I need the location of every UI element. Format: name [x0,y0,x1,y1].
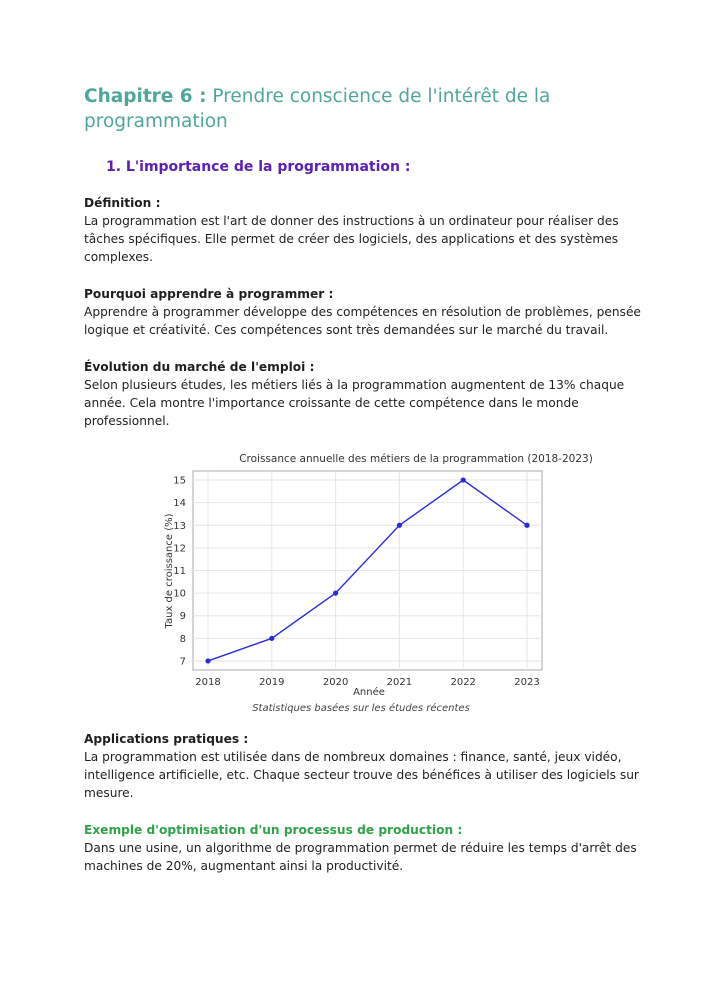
chart-title: Croissance annuelle des métiers de la programmation (2018-2023) [239,453,593,465]
example-text: Dans une usine, un algorithme de programmation permet de réduire les temps d'arrêt des machines de 20%, augmentant ainsi la productivité. [84,841,637,873]
y-tick-label: 11 [173,566,186,577]
x-axis-label: Année [353,687,385,698]
axis-ticks [173,476,539,688]
y-tick-label: 15 [173,475,186,487]
chart-svg [84,447,644,717]
data-point [397,523,402,528]
why-block [84,285,644,339]
y-tick-label: 10 [173,588,186,600]
x-tick-label: 2022 [450,677,476,688]
y-tick-label: 13 [173,520,186,532]
data-point [524,523,529,528]
example-label: Exemple d'optimisation d'un processus de production : [84,823,463,837]
grid [193,471,542,670]
market-text: Selon plusieurs études, les métiers liés à la programmation augmentent de 13% chaque année. Cela montre l'importance croissante de cette compétence dans le monde professionnel. [84,378,625,428]
definition-label: Définition : [84,196,161,210]
market-label: Évolution du marché de l'emploi : [84,360,315,374]
x-tick-label: 2019 [259,677,285,688]
applications-text: La programmation est utilisée dans de nombreux domaines : finance, santé, jeux vidéo, intelligence artificielle, etc. Chaque secteur trouve des bénéfices à utiliser des logiciels sur mesure. [84,750,639,800]
chart-caption: Statistiques basées sur les études récentes [252,703,470,714]
chapter-title-text: Prendre conscience de l'intérêt de la programmation [84,86,551,132]
growth-chart [84,447,644,717]
y-tick-label: 8 [179,633,186,645]
x-tick-label: 2021 [386,677,413,688]
definition-block [84,194,644,266]
y-tick-label: 7 [179,656,186,668]
data-point [333,591,338,596]
applications-block [84,730,644,802]
example-block [84,821,644,875]
x-tick-label: 2023 [514,677,540,688]
chapter-number: Chapitre 6 : [84,86,207,107]
y-tick-label: 12 [173,543,186,555]
data-point [269,636,274,641]
chapter-title [84,84,644,134]
document-page [84,84,644,875]
applications-label: Applications pratiques : [84,732,249,746]
market-block [84,358,644,430]
y-axis-label: Taux de croissance (%) [164,513,175,629]
why-label: Pourquoi apprendre à programmer : [84,287,334,301]
why-text: Apprendre à programmer développe des compétences en résolution de problèmes, pensée logique et créativité. Ces compétences sont très demandées sur le marché du travail. [84,305,641,337]
data-point [205,658,210,663]
y-tick-label: 9 [179,611,186,623]
definition-text: La programmation est l'art de donner des instructions à un ordinateur pour réaliser des tâches spécifiques. Elle permet de créer des logiciels, des applications et des systèmes complexes. [84,214,619,264]
x-tick-label: 2018 [195,677,221,688]
x-tick-label: 2020 [322,677,349,688]
y-tick-label: 14 [173,498,186,510]
section-heading: 1. L'importance de la programmation : [106,159,411,175]
data-point [461,477,466,482]
